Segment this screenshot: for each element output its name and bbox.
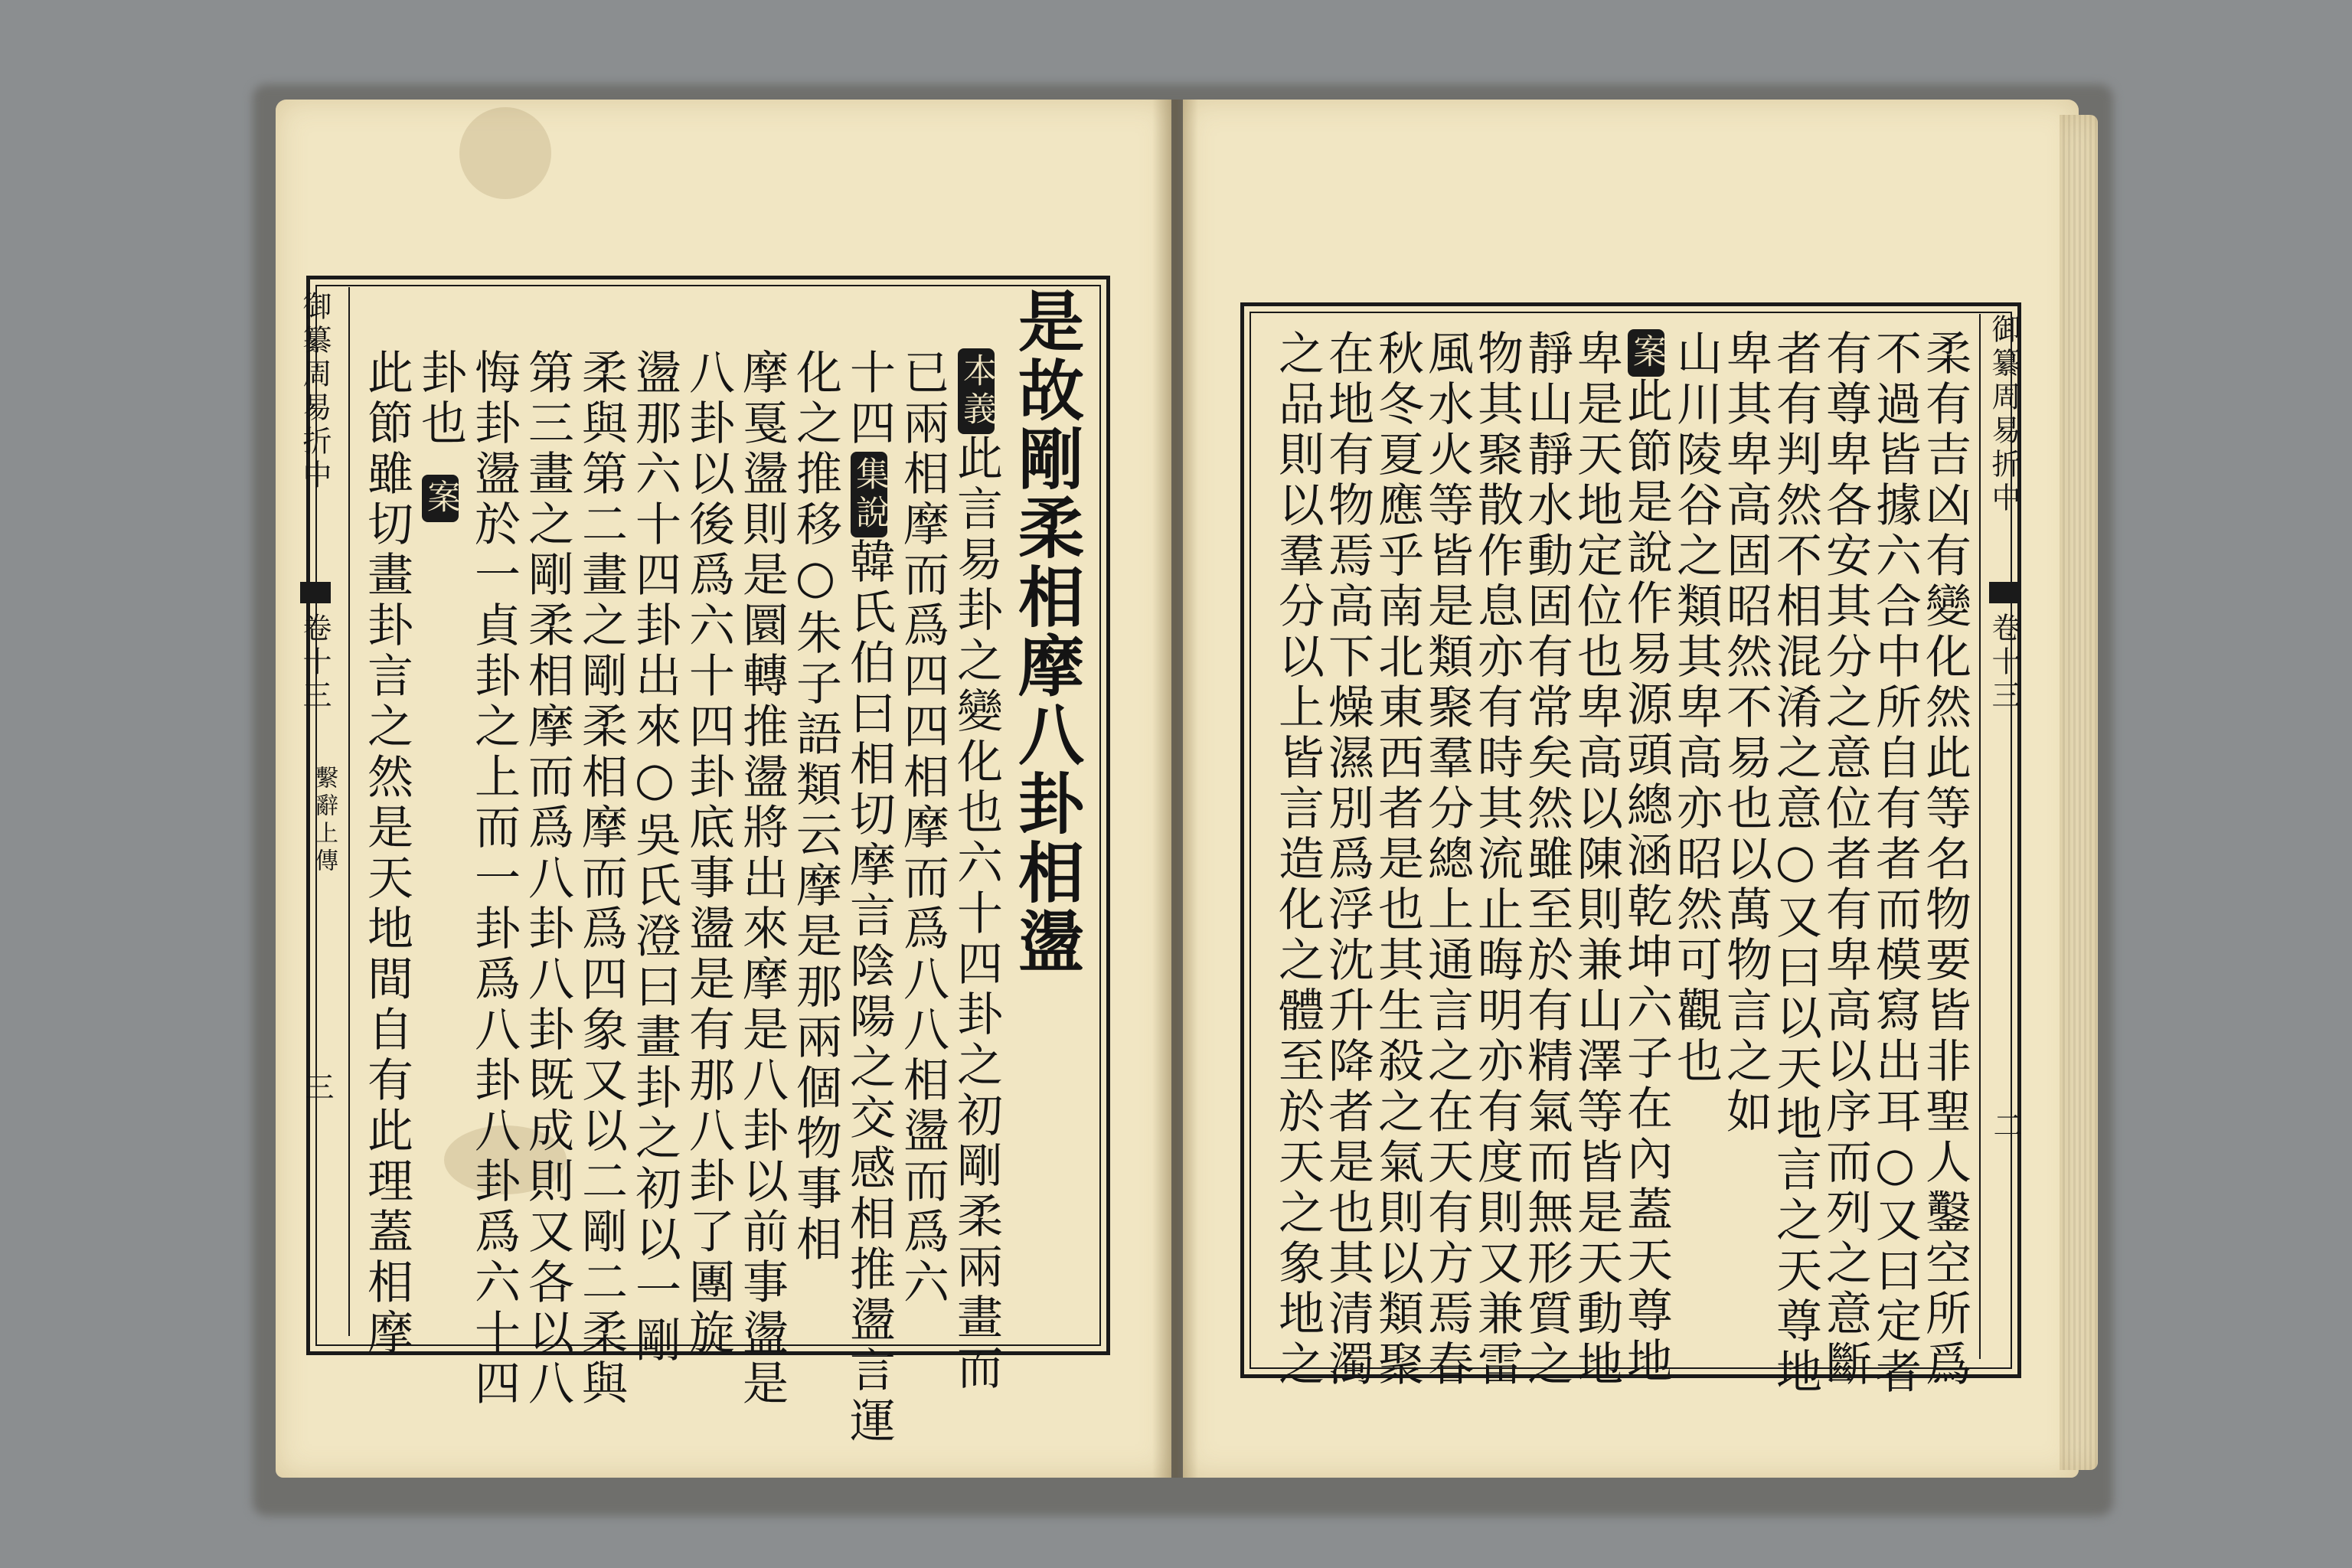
margin-rule (348, 287, 350, 1336)
text-column: 柔與第二畫之剛柔相摩而爲四象又以二剛二柔與 (574, 348, 628, 1410)
right-margin-volume: 卷十三 (1987, 612, 2020, 714)
text-column: 此節是說作易源頭總涵乾坤六子在內蓋天尊地 (1619, 377, 1673, 1387)
text-column: 此言易卦之變化也六十四卦之初剛柔兩畫而 (949, 434, 1003, 1394)
left-margin-volume: 卷十三 (298, 612, 332, 714)
text-column: 十四 (842, 348, 896, 449)
fishtail-mark (1989, 582, 2020, 603)
left-page-number: 三 (300, 1072, 334, 1106)
text-column: 靜山靜水動固有常矣然雖至於有精氣而無形質之 (1520, 329, 1573, 1390)
tag-jishuo-col (842, 452, 896, 1447)
section-heading: 是故剛柔相摩八卦相盪 (1007, 287, 1084, 976)
text-column: 已兩相摩而爲四四相摩而爲八八相盪而爲六 (896, 348, 949, 1308)
text-column: 第三畫之剛柔相摩而爲八卦八卦既成則又各以八 (521, 348, 574, 1410)
text-column: 有尊卑各安其分之意位者有卑高以序而列之意斷 (1818, 329, 1872, 1390)
fishtail-mark (300, 582, 331, 603)
text-column: 之品則以羣分以上皆言造化之體至於天之象地之 (1271, 329, 1325, 1390)
text-column: 摩戛盪則是圜轉推盪將出來摩是八卦以前事盪是 (735, 348, 789, 1410)
text-column: 八卦以後爲六十四卦底事盪是有那八卦了團旋 (681, 348, 735, 1359)
jishuo-tag: 集說 (851, 452, 887, 537)
left-margin-title: 御纂周易折中 (298, 291, 332, 493)
text-column: 不過皆據六合中所自有者而模寫出耳○又曰定者 (1868, 329, 1922, 1398)
text-column: 者有判然不相混淆之意○又曰以天地言之天尊地 (1769, 329, 1822, 1398)
an-tag: 案 (422, 475, 459, 522)
tag-an-col (417, 475, 463, 522)
paper-stain (459, 107, 551, 199)
text-column: 物其聚散作息亦有時其流止晦明亦有度則又兼雷 (1470, 329, 1524, 1390)
text-column: 柔有吉凶有變化然此等名物要皆非聖人鑿空所爲 (1918, 329, 1971, 1390)
text-column: 此節雖切畫卦言之然是天地間自有此理蓋相摩 (360, 348, 413, 1359)
tag-benyi-col (949, 348, 1003, 1394)
right-margin-title: 御纂周易折中 (1987, 314, 2020, 516)
text-column: 韓氏伯曰相切摩言陰陽之交感相推盪言運 (842, 537, 896, 1447)
text-column: 秋冬夏應乎南北東西者是也其生殺之氣則以類聚 (1370, 329, 1424, 1390)
text-column: 盪那六十四卦出來○吳氏澄曰畫卦之初以一剛 (628, 348, 681, 1367)
text-column: 悔卦盪於一貞卦之上而一卦爲八卦八卦爲六十四 (467, 348, 521, 1410)
right-page-number: 二 (1988, 1110, 2022, 1144)
text-column: 化之推移○朱子語類云摩是那兩個物事相 (789, 348, 842, 1266)
text-column: 卦也 (413, 348, 467, 449)
margin-rule (1979, 314, 1981, 1359)
left-margin-section: 繫辭上傳 (311, 766, 338, 876)
benyi-tag: 本義 (958, 348, 995, 434)
book-gutter (1152, 100, 1198, 1478)
text-column: 在地有物焉高下燥濕別爲浮沈升降者是也其清濁 (1321, 329, 1374, 1390)
text-column: 卑是天地定位也卑高以陳則兼山澤等皆是天動地 (1570, 329, 1623, 1390)
text-column: 山川陵谷之類其卑高亦昭然可觀也 (1669, 329, 1723, 1087)
an-tag: 案 (1628, 329, 1664, 377)
text-column: 風水火等皆是類聚羣分總上通言之在天有方焉春 (1420, 329, 1474, 1390)
text-column: 卑其卑高固昭然不易也以萬物言之如 (1719, 329, 1772, 1138)
tag-an-col (1619, 329, 1673, 1387)
page-edges (2060, 115, 2098, 1470)
